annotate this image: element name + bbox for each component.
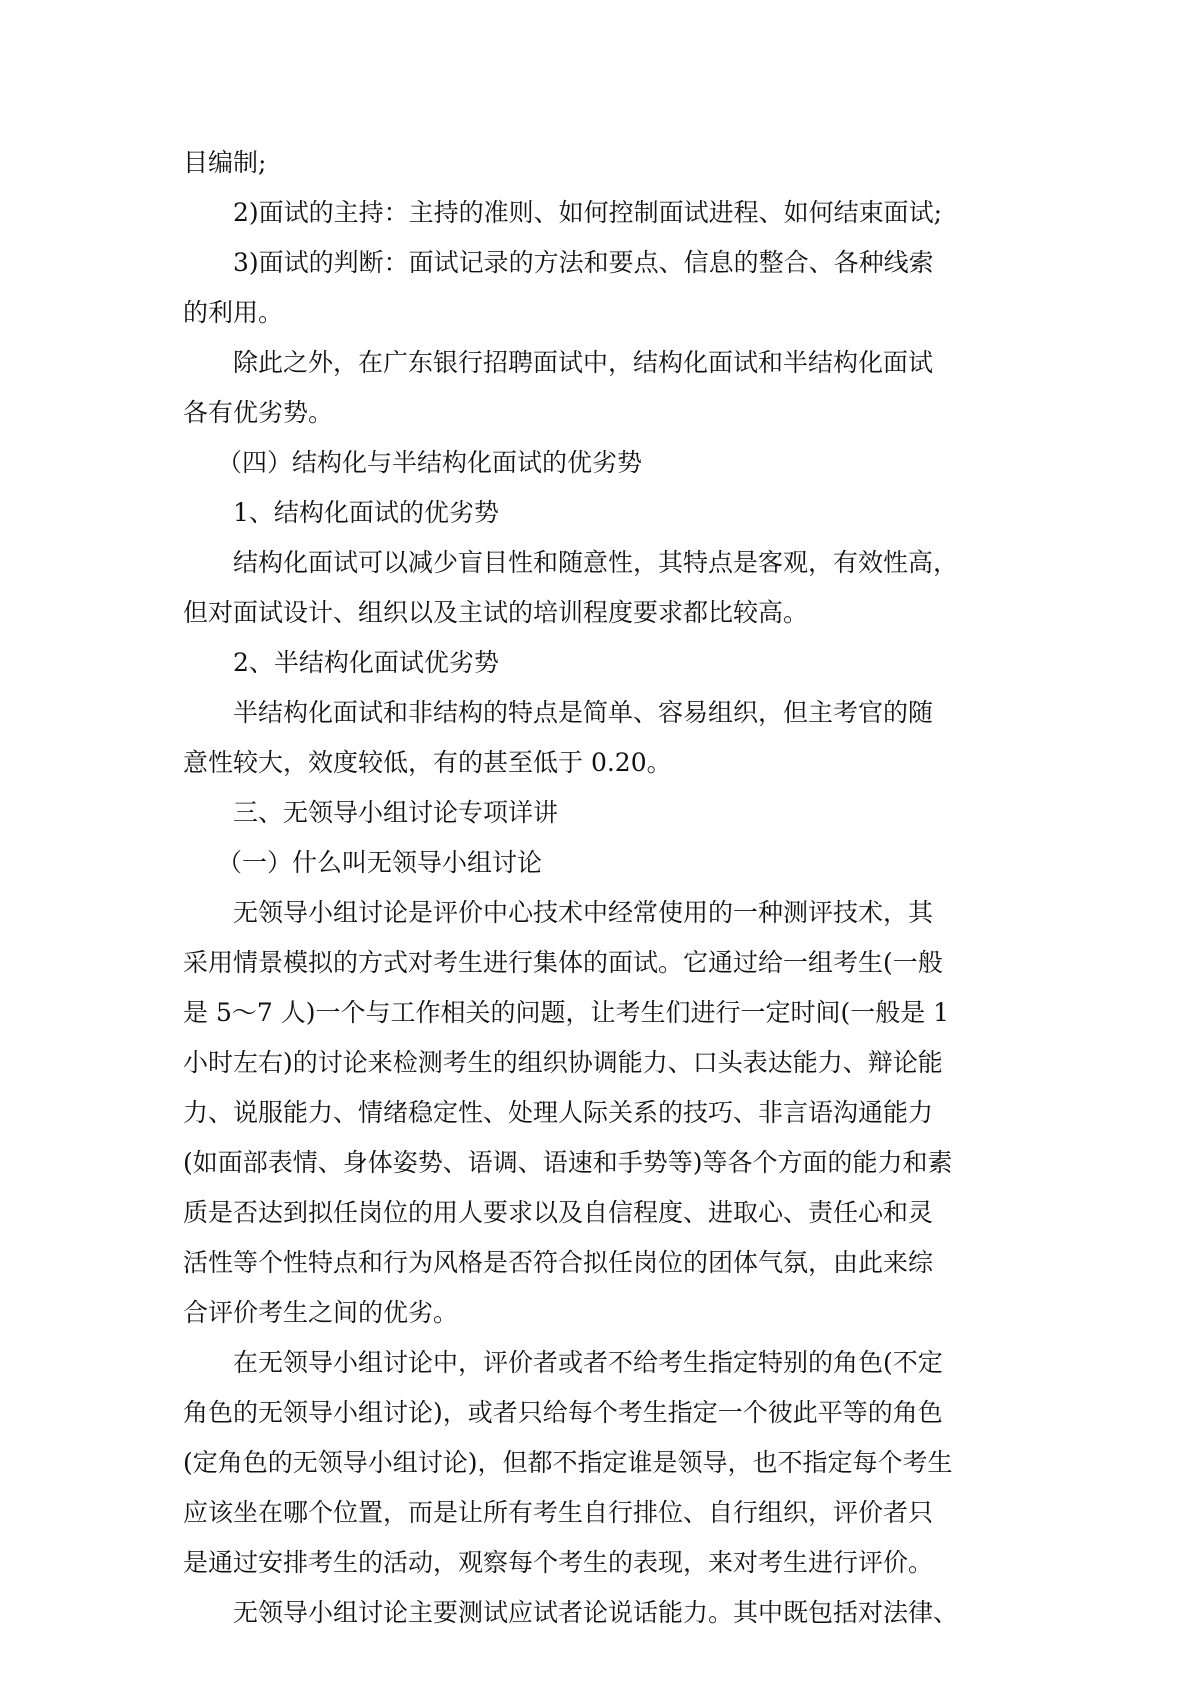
document-body [183,138,1023,1638]
text-line: 结构化面试可以减少盲目性和随意性，其特点是客观，有效性高， [233,548,959,577]
section-heading: （一）什么叫无领导小组讨论 [217,848,543,877]
text-line: 目编制; [183,148,267,177]
text-line: 但对面试设计、组织以及主试的培训程度要求都比较高。 [183,598,809,627]
text-line: 是通过安排考生的活动，观察每个考生的表现，来对考生进行评价。 [183,1548,934,1577]
text-line: 是 5～7 人)一个与工作相关的问题，让考生们进行一定时间(一般是 1 [183,998,950,1027]
section-heading: （四）结构化与半结构化面试的优劣势 [217,448,643,477]
text-line: 各有优劣势。 [183,398,334,427]
text-line: 小时左右)的讨论来检测考生的组织协调能力、口头表达能力、辩论能 [183,1048,943,1077]
subsection-heading: 2、半结构化面试优劣势 [233,648,499,677]
text-line: 无领导小组讨论是评价中心技术中经常使用的一种测评技术，其 [233,898,934,927]
text-line: 半结构化面试和非结构的特点是简单、容易组织，但主考官的随 [233,698,934,727]
text-line: 质是否达到拟任岗位的用人要求以及自信程度、进取心、责任心和灵 [183,1198,934,1227]
text-line: (定角色的无领导小组讨论)，但都不指定谁是领导，也不指定每个考生 [183,1448,953,1477]
text-line: 活性等个性特点和行为风格是否符合拟任岗位的团体气氛，由此来综 [183,1248,934,1277]
text-line: 3)面试的判断：面试记录的方法和要点、信息的整合、各种线索 [233,248,934,277]
text-line: 意性较大，效度较低，有的甚至低于 0.20。 [183,748,672,777]
subsection-heading: 1、结构化面试的优劣势 [233,498,499,527]
text-line: 力、说服能力、情绪稳定性、处理人际关系的技巧、非言语沟通能力 [183,1098,934,1127]
text-line: 无领导小组讨论主要测试应试者论说话能力。其中既包括对法律、 [233,1598,959,1627]
text-line: 除此之外，在广东银行招聘面试中，结构化面试和半结构化面试 [233,348,934,377]
text-line: 应该坐在哪个位置，而是让所有考生自行排位、自行组织，评价者只 [183,1498,934,1527]
text-line: 在无领导小组讨论中，评价者或者不给考生指定特别的角色(不定 [233,1348,943,1377]
text-line: 的利用。 [183,298,284,327]
text-line: (如面部表情、身体姿势、语调、语速和手势等)等各个方面的能力和素 [183,1148,953,1177]
text-line: 角色的无领导小组讨论)，或者只给每个考生指定一个彼此平等的角色 [183,1398,943,1427]
section-heading: 三、无领导小组讨论专项详讲 [233,798,559,827]
text-line: 采用情景模拟的方式对考生进行集体的面试。它通过给一组考生(一般 [183,948,943,977]
text-line: 合评价考生之间的优劣。 [183,1298,459,1327]
text-line: 2)面试的主持：主持的准则、如何控制面试进程、如何结束面试; [233,198,943,227]
